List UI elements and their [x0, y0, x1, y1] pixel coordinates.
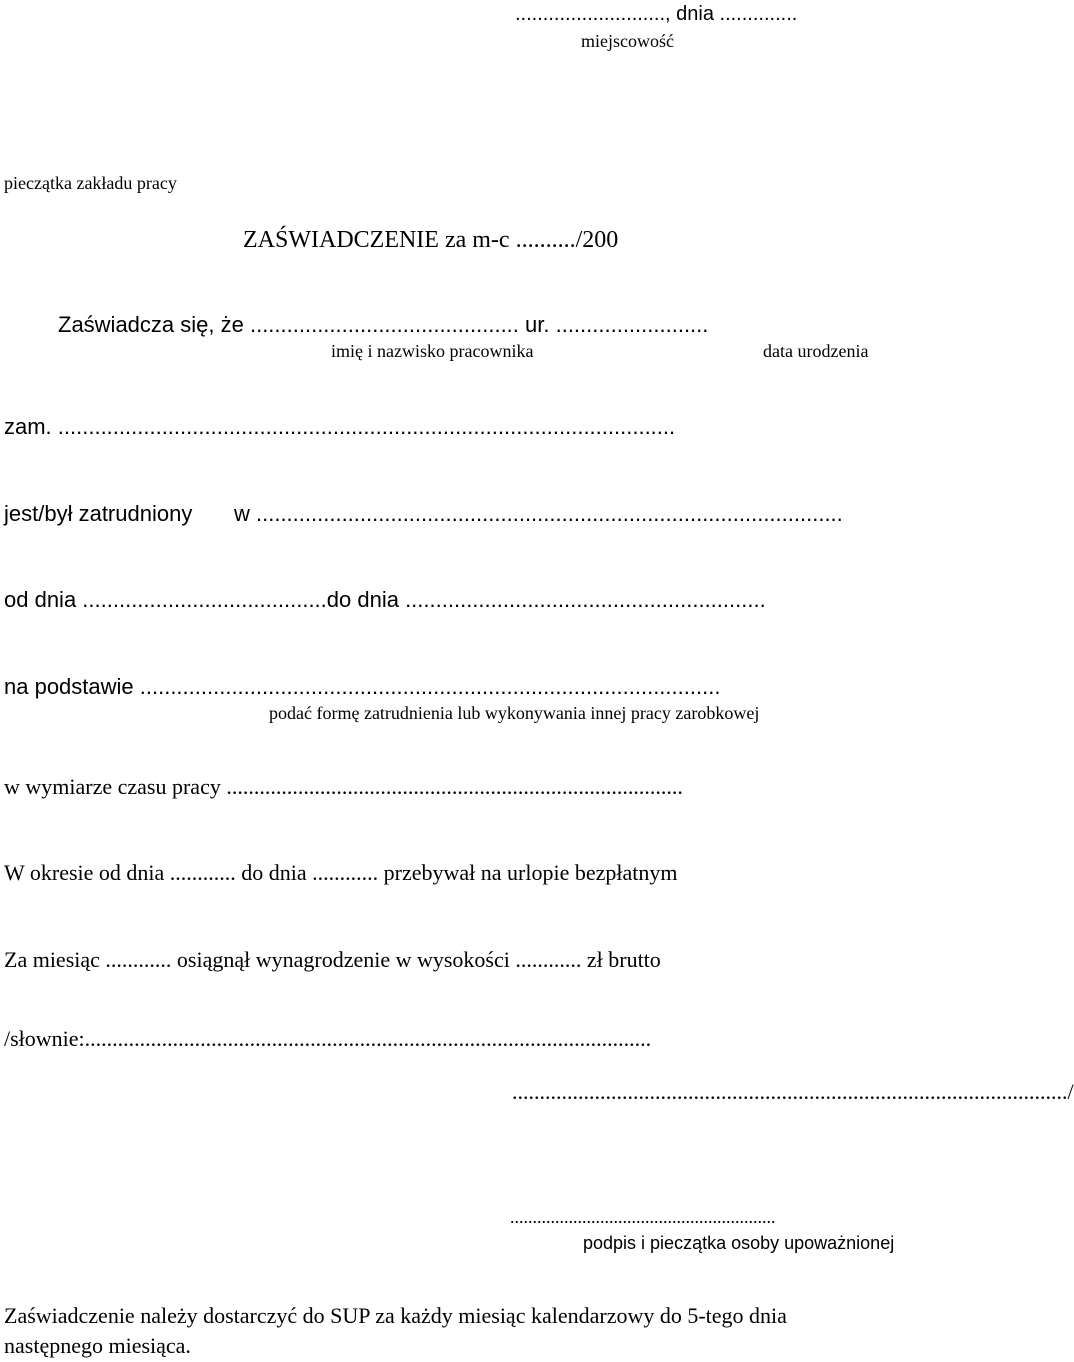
employed-at-line: w ................................................................................................: [234, 501, 843, 526]
words-line-2: ...................................................................................................../: [512, 1079, 1074, 1104]
certify-line: Zaświadcza się, że ............................................ ur. .........................: [58, 312, 709, 337]
signature-line: ...........................................................: [510, 1207, 776, 1227]
stamp-label: pieczątka zakładu pracy: [4, 173, 177, 193]
place-label: miejscowość: [581, 31, 674, 51]
signature-label: podpis i pieczątka osoby upoważnionej: [583, 1233, 895, 1253]
worktime-line: w wymiarze czasu pracy ...................................................................................: [4, 774, 683, 799]
name-label: imię i nazwisko pracownika: [331, 341, 534, 361]
place-date-line: ..........................., dnia ..............: [515, 3, 798, 25]
footer-note-line-1: Zaświadczenie należy dostarczyć do SUP za każdy miesiąc kalendarzowy do 5-tego dnia: [4, 1303, 787, 1328]
basis-label: podać formę zatrudnienia lub wykonywania innej pracy zarobkowej: [269, 703, 760, 723]
basis-line: na podstawie ...............................................................................................: [4, 674, 721, 699]
birthdate-label: data urodzenia: [763, 341, 869, 361]
address-line: zam. .....................................................................................................: [4, 414, 676, 439]
words-line-1: /słownie:.......................................................................................................: [4, 1026, 652, 1051]
period-line: od dnia ........................................do dnia ...........................................................: [4, 587, 766, 612]
footer-note-line-2: następnego miesiąca.: [4, 1333, 191, 1358]
document-title: ZAŚWIADCZENIE za m-c ........../200: [243, 227, 619, 253]
unpaid-leave-line: W okresie od dnia ............ do dnia ............ przebywał na urlopie bezpłatnym: [4, 860, 678, 885]
employed-prefix: jest/był zatrudniony: [4, 501, 193, 526]
salary-line: Za miesiąc ............ osiągnął wynagrodzenie w wysokości ............ zł brutto: [4, 947, 661, 972]
